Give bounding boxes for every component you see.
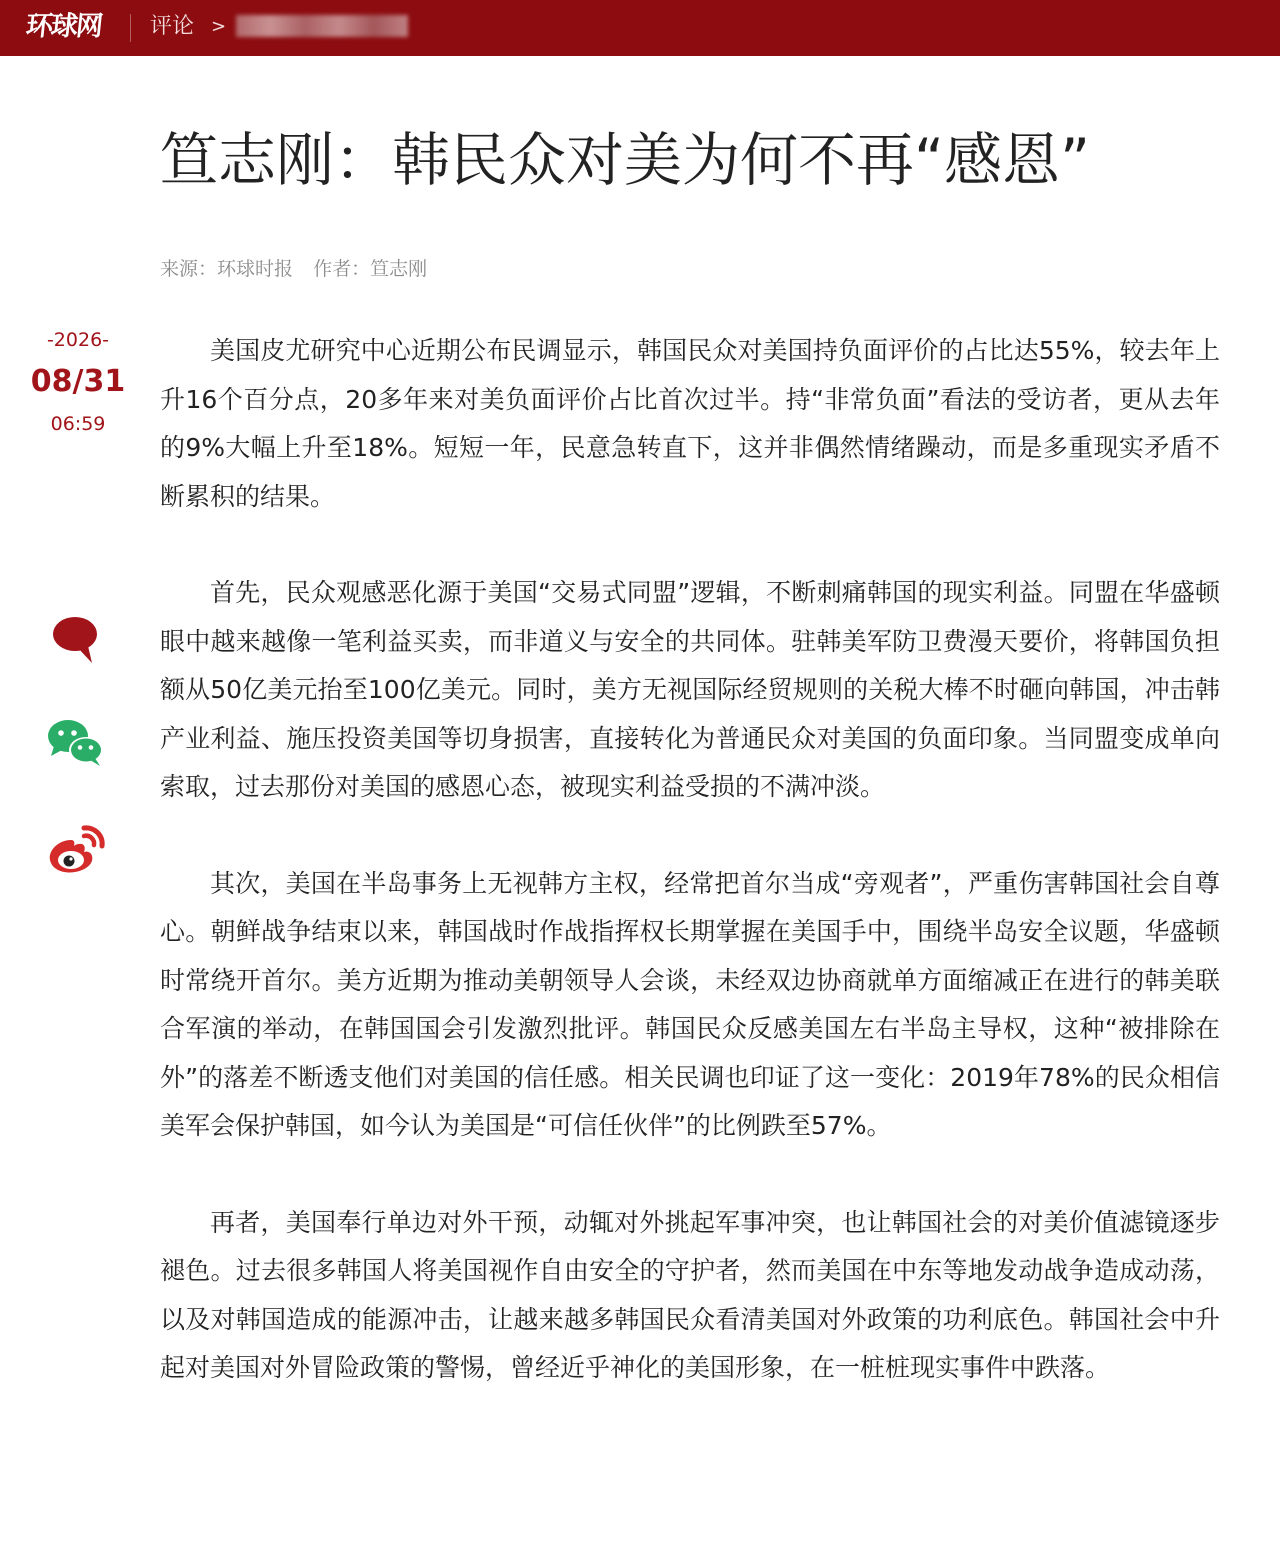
comment-share-button[interactable] — [44, 606, 108, 670]
article-body — [160, 327, 1220, 1441]
article-meta — [160, 255, 441, 283]
article-author: 作者：笪志刚 — [313, 258, 428, 280]
top-navbar — [0, 0, 1280, 56]
article-source: 来源：环球时报 — [160, 258, 294, 280]
breadcrumb-current-blurred[interactable] — [236, 15, 408, 37]
wechat-share-button[interactable] — [44, 712, 108, 776]
article-paragraph-3: 其次，美国在半岛事务上无视韩方主权，经常把首尔当成“旁观者”，严重伤害韩国社会自尊心。朝鲜战争结束以来，韩国战时作战指挥权长期掌握在美国手中，围绕半岛安全议题，华盛顿时常绕开首尔。美方近期为推动美朝领导人会谈，未经双边协商就单方面缩减正在进行的韩美联合军演的举动，在韩国国会引发激烈批评。韩国民众反感美国左右半岛主导权，这种“被排除在外”的落差不断透支他们对美国的信任感。相关民调也印证了这一变化：2019年78%的民众相信美军会保护韩国，如今认为美国是“可信任伙伴”的比例跌至57%。 — [160, 868, 1220, 1140]
publish-date — [22, 326, 134, 438]
article-paragraph-1: 美国皮尤研究中心近期公布民调显示，韩国民众对美国持负面评价的占比达55%，较去年上升16个百分点，20多年来对美负面评价占比首次过半。持“非常负面”看法的受访者，更从去年的9%大幅上升至18%。短短一年，民意急转直下，这并非偶然情绪躁动，而是多重现实矛盾不断累积的结果。 — [160, 336, 1220, 511]
publish-day: 08/31 — [30, 364, 126, 399]
site-logo[interactable]: 环球网 — [24, 11, 103, 42]
publish-year: -2026- — [46, 329, 110, 351]
weibo-share-button[interactable] — [44, 818, 108, 882]
comment-icon — [44, 606, 108, 670]
article-paragraph-4: 再者，美国奉行单边对外干预，动辄对外挑起军事冲突，也让韩国社会的对美价值滤镜逐步褪色。过去很多韩国人将美国视作自由安全的守护者，然而美国在中东等地发动战争造成动荡，以及对韩国造成的能源冲击，让越来越多韩国民众看清美国对外政策的功利底色。韩国社会中升起对美国对外冒险政策的警惕，曾经近乎神化的美国形象，在一桩桩现实事件中跌落。 — [160, 1207, 1220, 1382]
publish-time: 06:59 — [50, 413, 106, 435]
weibo-icon — [44, 818, 108, 882]
breadcrumb-separator: > — [211, 16, 227, 37]
article-title: 笪志刚：韩民众对美为何不再“感恩” — [160, 126, 1091, 194]
navbar-divider — [130, 14, 131, 42]
breadcrumb-section-link[interactable]: 评论 — [150, 14, 195, 39]
article-paragraph-2: 首先，民众观感恶化源于美国“交易式同盟”逻辑，不断刺痛韩国的现实利益。同盟在华盛顿眼中越来越像一笔利益买卖，而非道义与安全的共同体。驻韩美军防卫费漫天要价，将韩国负担额从50亿美元抬至100亿美元。同时，美方无视国际经贸规则的关税大棒不时砸向韩国，冲击韩产业利益、施压投资美国等切身损害，直接转化为普通民众对美国的负面印象。当同盟变成单向索取，过去那份对美国的感恩心态，被现实利益受损的不满冲淡。 — [160, 578, 1220, 801]
wechat-icon — [44, 712, 108, 776]
